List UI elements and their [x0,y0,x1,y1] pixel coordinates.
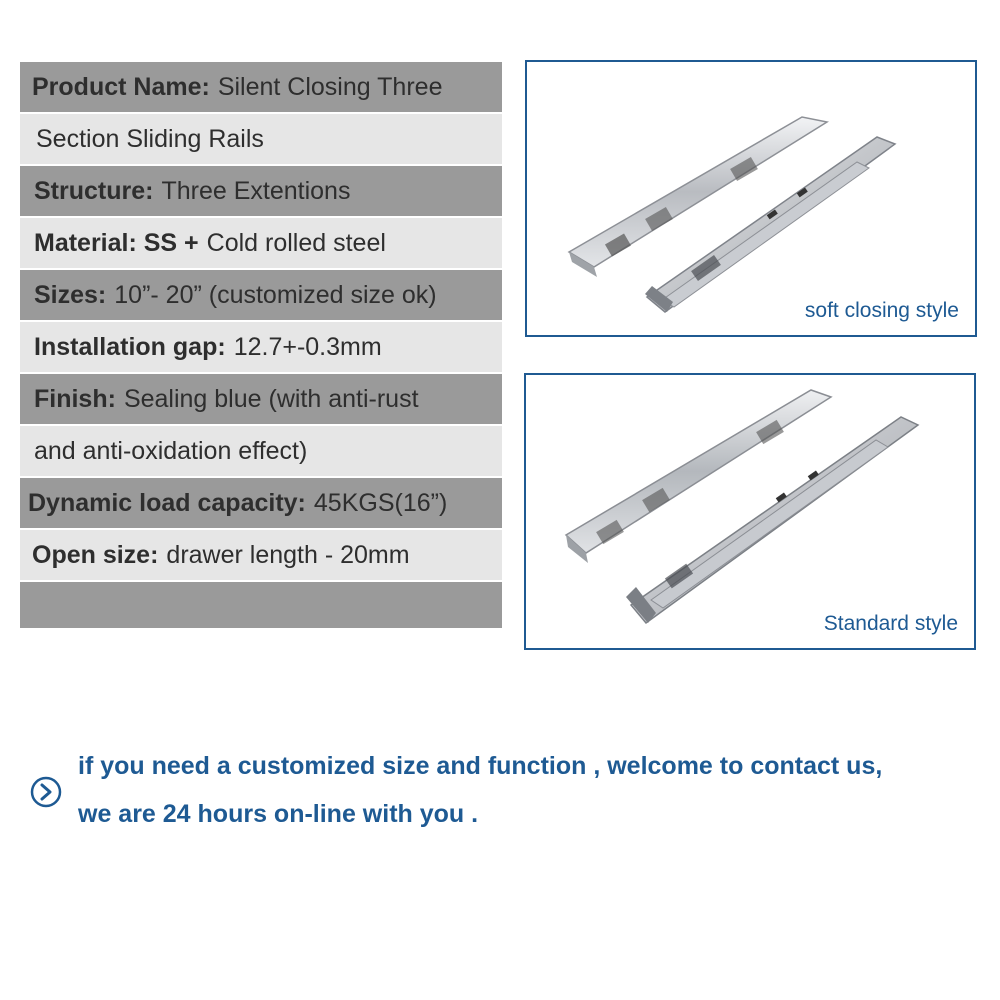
arrow-right-circle-icon [30,776,62,808]
spec-value: Three Extentions [161,176,351,205]
soft-closing-rail-illustration [527,62,975,335]
standard-rail-illustration [526,375,974,648]
contact-line-2: we are 24 hours on-line with you . [78,800,479,828]
spec-row-finish-cont [20,426,502,476]
spec-row-product-name-cont [20,114,502,164]
standard-photo-box [524,373,976,650]
spec-value: Cold rolled steel [206,228,386,257]
spec-value: 12.7+-0.3mm [233,332,382,361]
standard-caption: Standard style [823,612,958,635]
spec-value: Silent Closing Three [217,72,443,101]
spec-value: Section Sliding Rails [36,124,264,153]
spec-row-dynamic-load [20,478,502,528]
contact-line-1: if you need a customized size and function , welcome to contact us, [78,752,883,780]
spec-row-product-name [20,62,502,112]
spec-row-structure [20,166,502,216]
spec-label: Open size: [32,540,159,569]
spec-value: 10”- 20” (customized size ok) [114,280,437,309]
spec-label: Dynamic load capacity: [28,488,306,517]
spec-row-empty [20,582,502,628]
spec-label: Material: SS + [34,228,199,257]
spec-row-material [20,218,502,268]
spec-value: and anti-oxidation effect) [34,436,308,465]
spec-label: Sizes: [34,280,107,309]
spec-row-sizes [20,270,502,320]
spec-value: drawer length - 20mm [166,540,410,569]
soft-closing-photo-box [525,60,977,337]
spec-row-finish [20,374,502,424]
spec-label: Installation gap: [34,332,226,361]
spec-label: Finish: [34,384,116,413]
spec-value: 45KGS(16”) [313,488,448,517]
spec-row-installation-gap [20,322,502,372]
soft-closing-caption: soft closing style [804,299,959,322]
spec-table [20,62,502,630]
spec-label: Product Name: [32,72,210,101]
spec-value: Sealing blue (with anti-rust [123,384,419,413]
spec-label: Structure: [34,176,154,205]
spec-row-open-size [20,530,502,580]
